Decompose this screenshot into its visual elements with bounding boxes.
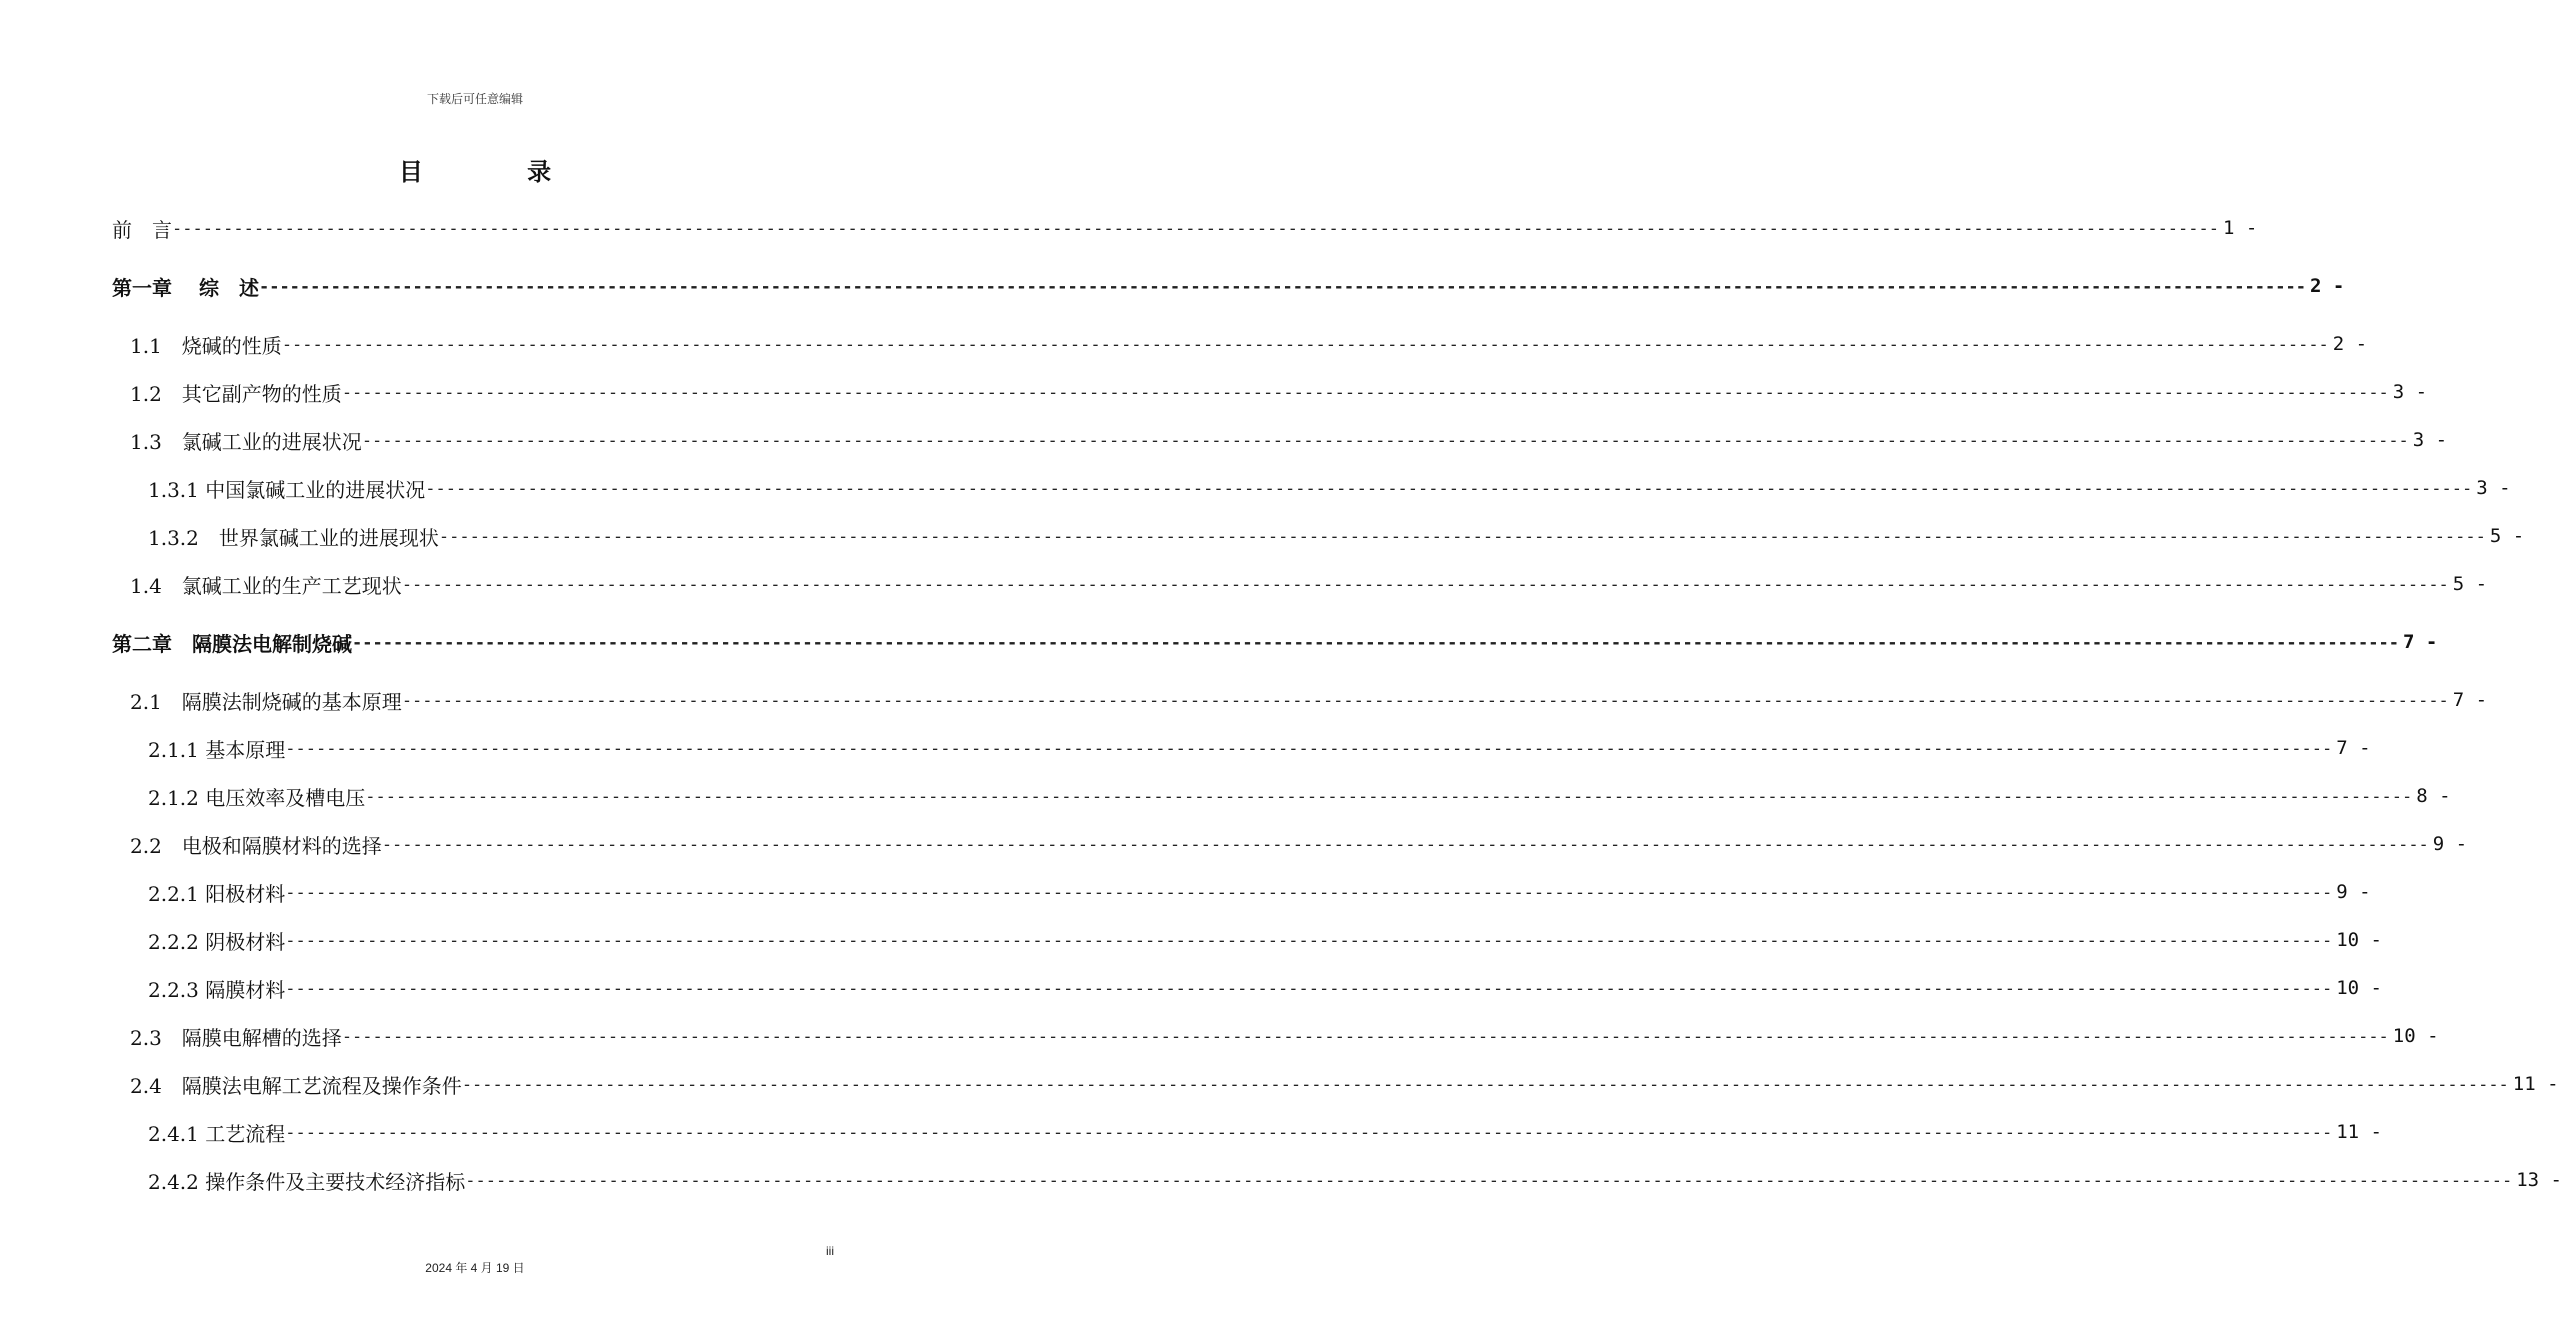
page-title: 目 录 — [398, 158, 600, 186]
toc-dot-leader: -------------------------------------------------------------------------------------------------------------------------------------------------------------------------------------------------------- — [285, 931, 2333, 951]
toc-dot-leader: -------------------------------------------------------------------------------------------------------------------------------------------------------------------------------------------------------- — [401, 691, 2449, 711]
toc-entry[interactable] — [112, 562, 2488, 606]
toc-entry[interactable] — [112, 418, 2448, 462]
toc-entry-page: 13 - — [2516, 1169, 2562, 1191]
toc-entry-page: 9 - — [2336, 881, 2371, 903]
toc-dot-leader: -------------------------------------------------------------------------------------------------------------------------------------------------------------------------------------------------------- — [258, 277, 2306, 297]
page-header: 下载后可任意编辑 — [426, 92, 523, 106]
toc-entry-page: 10 - — [2336, 977, 2382, 999]
toc-dot-leader: -------------------------------------------------------------------------------------------------------------------------------------------------------------------------------------------------------- — [352, 633, 2399, 653]
toc-entry[interactable] — [112, 322, 2368, 366]
toc-entry-page: 7 - — [2452, 689, 2488, 711]
toc-entry-page: 3 - — [2412, 429, 2448, 451]
toc-entry-page: 1 - — [2222, 217, 2258, 239]
toc-entry-label: 1.3 氯碱工业的进展状况 — [130, 429, 362, 454]
toc-entry-label: 第一章 综 述 — [112, 275, 259, 300]
toc-entry-label: 2.1.1 基本原理 — [148, 737, 286, 762]
toc-dot-leader: -------------------------------------------------------------------------------------------------------------------------------------------------------------------------------------------------------- — [285, 979, 2333, 999]
toc-entry-label: 2.2.3 隔膜材料 — [148, 977, 286, 1002]
toc-entry[interactable] — [112, 514, 2525, 558]
toc-entry-page: 3 - — [2392, 381, 2428, 403]
toc-entry-label: 第二章 隔膜法电解制烧碱 — [112, 631, 352, 656]
toc-dot-leader: -------------------------------------------------------------------------------------------------------------------------------------------------------------------------------------------------------- — [425, 479, 2473, 499]
toc-dot-leader: -------------------------------------------------------------------------------------------------------------------------------------------------------------------------------------------------------- — [401, 575, 2449, 595]
toc-entry[interactable] — [112, 620, 2438, 664]
toc-entry[interactable] — [112, 1014, 2439, 1058]
toc-entry-page: 5 - — [2489, 525, 2525, 547]
toc-entry-page: 5 - — [2452, 573, 2488, 595]
toc-entry-label: 2.2 电极和隔膜材料的选择 — [130, 833, 382, 858]
toc-entry-page: 7 - — [2336, 737, 2371, 759]
toc-entry[interactable] — [112, 822, 2468, 866]
toc-entry[interactable] — [112, 370, 2428, 414]
toc-entry-label: 1.3.1 中国氯碱工业的进展状况 — [148, 477, 426, 502]
toc-entry[interactable] — [112, 264, 2345, 308]
toc-dot-leader: -------------------------------------------------------------------------------------------------------------------------------------------------------------------------------------------------------- — [285, 739, 2333, 759]
toc-entry[interactable] — [112, 774, 2451, 818]
toc-entry[interactable] — [112, 466, 2511, 510]
toc-entry-page: 9 - — [2432, 833, 2468, 855]
toc-dot-leader: -------------------------------------------------------------------------------------------------------------------------------------------------------------------------------------------------------- — [461, 1075, 2509, 1095]
toc-dot-leader: -------------------------------------------------------------------------------------------------------------------------------------------------------------------------------------------------------- — [465, 1171, 2513, 1191]
toc-entry[interactable] — [112, 206, 2258, 250]
toc-entry-page: 11 - — [2512, 1073, 2559, 1095]
toc-entry[interactable] — [112, 1062, 2559, 1106]
toc-entry-label: 2.4 隔膜法电解工艺流程及操作条件 — [130, 1073, 462, 1098]
toc-dot-leader: -------------------------------------------------------------------------------------------------------------------------------------------------------------------------------------------------------- — [172, 219, 2219, 239]
toc-entry-label: 2.2.2 阴极材料 — [148, 929, 286, 954]
toc-entry-page: 3 - — [2476, 477, 2511, 499]
page-number: iii — [826, 1244, 834, 1258]
toc-entry[interactable] — [112, 966, 2382, 1010]
toc-entry-page: 8 - — [2416, 785, 2451, 807]
toc-entry-label: 1.4 氯碱工业的生产工艺现状 — [130, 573, 402, 598]
toc-entry-label: 1.1 烧碱的性质 — [130, 333, 282, 358]
toc-entry-label: 1.3.2 世界氯碱工业的进展现状 — [148, 525, 439, 550]
toc-entry-label: 2.1.2 电压效率及槽电压 — [148, 785, 366, 810]
toc-entry-label: 2.2.1 阳极材料 — [148, 881, 286, 906]
toc-dot-leader: -------------------------------------------------------------------------------------------------------------------------------------------------------------------------------------------------------- — [341, 383, 2389, 403]
toc-entry-label: 2.4.2 操作条件及主要技术经济指标 — [148, 1169, 466, 1194]
toc-entry-label: 1.2 其它副产物的性质 — [130, 381, 342, 406]
toc-entry[interactable] — [112, 870, 2371, 914]
toc-entry-page: 2 - — [2332, 333, 2368, 355]
toc-entry-label: 前 言 — [112, 217, 172, 242]
toc-entry-page: 7 - — [2402, 631, 2438, 653]
toc-dot-leader: -------------------------------------------------------------------------------------------------------------------------------------------------------------------------------------------------------- — [285, 1123, 2333, 1143]
toc-entry-label: 2.1 隔膜法制烧碱的基本原理 — [130, 689, 402, 714]
toc-dot-leader: -------------------------------------------------------------------------------------------------------------------------------------------------------------------------------------------------------- — [438, 527, 2486, 547]
toc-dot-leader: -------------------------------------------------------------------------------------------------------------------------------------------------------------------------------------------------------- — [281, 335, 2329, 355]
toc-entry[interactable] — [112, 1158, 2562, 1202]
footer-date: 2024 年 4 月 19 日 — [425, 1261, 525, 1275]
toc-dot-leader: -------------------------------------------------------------------------------------------------------------------------------------------------------------------------------------------------------- — [341, 1027, 2389, 1047]
toc-entry-page: 2 - — [2309, 275, 2345, 297]
toc-entry-page: 11 - — [2336, 1121, 2382, 1143]
toc-dot-leader: -------------------------------------------------------------------------------------------------------------------------------------------------------------------------------------------------------- — [381, 835, 2429, 855]
toc-entry[interactable] — [112, 918, 2382, 962]
toc-dot-leader: -------------------------------------------------------------------------------------------------------------------------------------------------------------------------------------------------------- — [361, 431, 2409, 451]
toc-entry-page: 10 - — [2392, 1025, 2439, 1047]
toc-entry-label: 2.3 隔膜电解槽的选择 — [130, 1025, 342, 1050]
toc-entry-label: 2.4.1 工艺流程 — [148, 1121, 286, 1146]
toc-entry-page: 10 - — [2336, 929, 2382, 951]
toc-dot-leader: -------------------------------------------------------------------------------------------------------------------------------------------------------------------------------------------------------- — [365, 787, 2413, 807]
toc-entry[interactable] — [112, 1110, 2382, 1154]
toc-entry[interactable] — [112, 678, 2488, 722]
toc-dot-leader: -------------------------------------------------------------------------------------------------------------------------------------------------------------------------------------------------------- — [285, 883, 2333, 903]
toc-entry[interactable] — [112, 726, 2371, 770]
